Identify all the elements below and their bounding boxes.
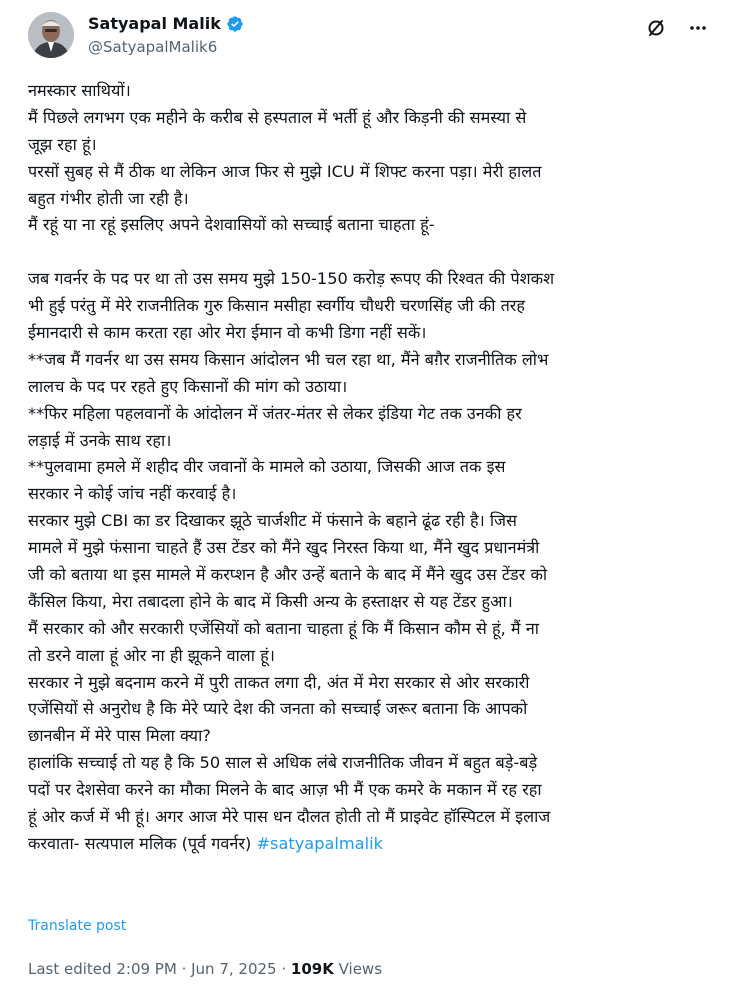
post-line xyxy=(28,239,718,266)
views-count: 109K xyxy=(290,960,334,978)
post-line: परसों सुबह से मैं ठीक था लेकिन आज फिर से मुझे ICU में शिफ्ट करना पड़ा। मेरी हालत xyxy=(28,161,542,181)
post-line: मैं पिछले लगभग एक महीने के करीब से हस्पताल में भर्ती हूं और किड़नी की समस्या से xyxy=(28,107,527,127)
post-line: कैंसिल किया, मेरा तबादला होने के बाद में किसी अन्य के हस्ताक्षर से यह टेंडर हुआ। xyxy=(28,591,513,611)
post-line: मैं सरकार को और सरकारी एजेंसियों को बताना चाहता हूं कि मैं किसान कौम से हूं, मैं ना xyxy=(28,618,539,638)
post-line: लड़ाई में उनके साथ रहा। xyxy=(28,430,172,450)
post-line: **पुलवामा हमले में शहीद वीर जवानों के मामले को उठाया, जिसकी आज तक इस xyxy=(28,457,506,477)
translate-post-link[interactable]: Translate post xyxy=(28,918,127,934)
post-time[interactable]: 2:09 PM xyxy=(116,960,177,978)
post-line-text: करवाता- सत्यपाल मलिक (पूर्व गवर्नर) xyxy=(28,833,257,853)
post-date[interactable]: Jun 7, 2025 xyxy=(191,960,277,978)
post-line: जूझ रहा हूं। xyxy=(28,134,97,154)
more-icon[interactable] xyxy=(688,18,708,38)
post-line: बहुत गंभीर होती जा रही है। xyxy=(28,188,189,208)
edited-prefix: Last edited xyxy=(28,960,117,978)
post-line: भी हुई परंतु में मेरे राजनीतिक गुरु किसान मसीहा स्वर्गीय चौधरी चरणसिंह जी की तरह xyxy=(28,296,526,316)
post-line: सरकार ने कोई जांच नहीं करवाई है। xyxy=(28,484,237,504)
meta-separator: · xyxy=(276,960,291,978)
views-label: Views xyxy=(333,960,383,978)
post-line: एजेंसियों से अनुरोध है कि मेरे प्यारे देश की जनता को सच्चाई जरूर बताना कि आपको xyxy=(28,699,528,719)
post-text xyxy=(28,78,718,858)
verified-badge-icon xyxy=(226,15,244,33)
hashtag-link[interactable]: #satyapalmalik xyxy=(256,833,383,853)
author-name[interactable]: Satyapal Malik xyxy=(88,14,221,33)
post-line: ईमानदारी से काम करता रहा ओर मेरा ईमान वो कभी डिगा नहीं सकें। xyxy=(28,323,427,343)
grok-icon[interactable] xyxy=(646,18,666,38)
post-line: हालांकि सच्चाई तो यह है कि 50 साल से अधिक लंबे राजनीतिक जीवन में बहुत बड़े-बड़े xyxy=(28,753,538,773)
author-handle[interactable]: @SatyapalMalik6 xyxy=(88,38,218,56)
avatar-photo xyxy=(28,12,74,58)
post-line: नमस्कार साथियों। xyxy=(28,81,131,100)
post-line: मैं रहूं या ना रहूं इसलिए अपने देशवासियों को सच्चाई बताना चाहता हूं- xyxy=(28,215,435,235)
post-line: **जब मैं गवर्नर था उस समय किसान आंदोलन भी चल रहा था, मैंने बग़ैर राजनीतिक लोभ xyxy=(28,349,549,369)
post-line: **फिर महिला पहलवानों के आंदोलन में जंतर-मंतर से लेकर इंडिया गेट तक उनकी हर xyxy=(28,403,522,423)
post-line: लालच के पद पर रहते हुए किसानों की मांग को उठाया। xyxy=(28,376,348,396)
post-line: जी को बताया था इस मामले में करप्शन है और उन्हें बताने के बाद में मैंने खुद उस टेंडर को xyxy=(28,565,548,585)
post-line: सरकार ने मुझे बदनाम करने में पुरी ताकत लगा दी, अंत में मेरा सरकार से ओर सरकारी xyxy=(28,672,530,692)
avatar[interactable] xyxy=(28,12,74,58)
post-line: मामले में मुझे फंसाना चाहते हैं उस टेंडर को मैंने खुद निरस्त किया था, मैंने खुद प्रधानमंत्री xyxy=(28,538,540,558)
post-line: पदों पर देशसेवा करने का मौका मिलने के बाद आज़ भी मैं एक कमरे के मकान में रह रहा xyxy=(28,780,542,800)
post-last-line xyxy=(28,831,718,858)
post-line: छानबीन में मेरे पास मिला क्या? xyxy=(28,726,211,746)
post-line: सरकार मुझे CBI का डर दिखाकर झूठे चार्जशीट में फंसाने के बहाने ढूंढ रही है। जिस xyxy=(28,511,517,531)
post-line: तो डरने वाला हूं ओर ना ही झूकने वाला हूं। xyxy=(28,645,275,665)
meta-separator: · xyxy=(176,960,192,978)
post-header xyxy=(28,12,718,64)
post-meta xyxy=(28,960,382,978)
post-line: हूं ओर कर्ज में भी हूं। अगर आज मेरे पास धन दौलत होती तो मैं प्राइवेट हॉस्पिटल में इलाज xyxy=(28,807,551,827)
post-line: जब गवर्नर के पद पर था तो उस समय मुझे 150-150 करोड़ रूपए की रिश्वत की पेशकश xyxy=(28,269,555,289)
